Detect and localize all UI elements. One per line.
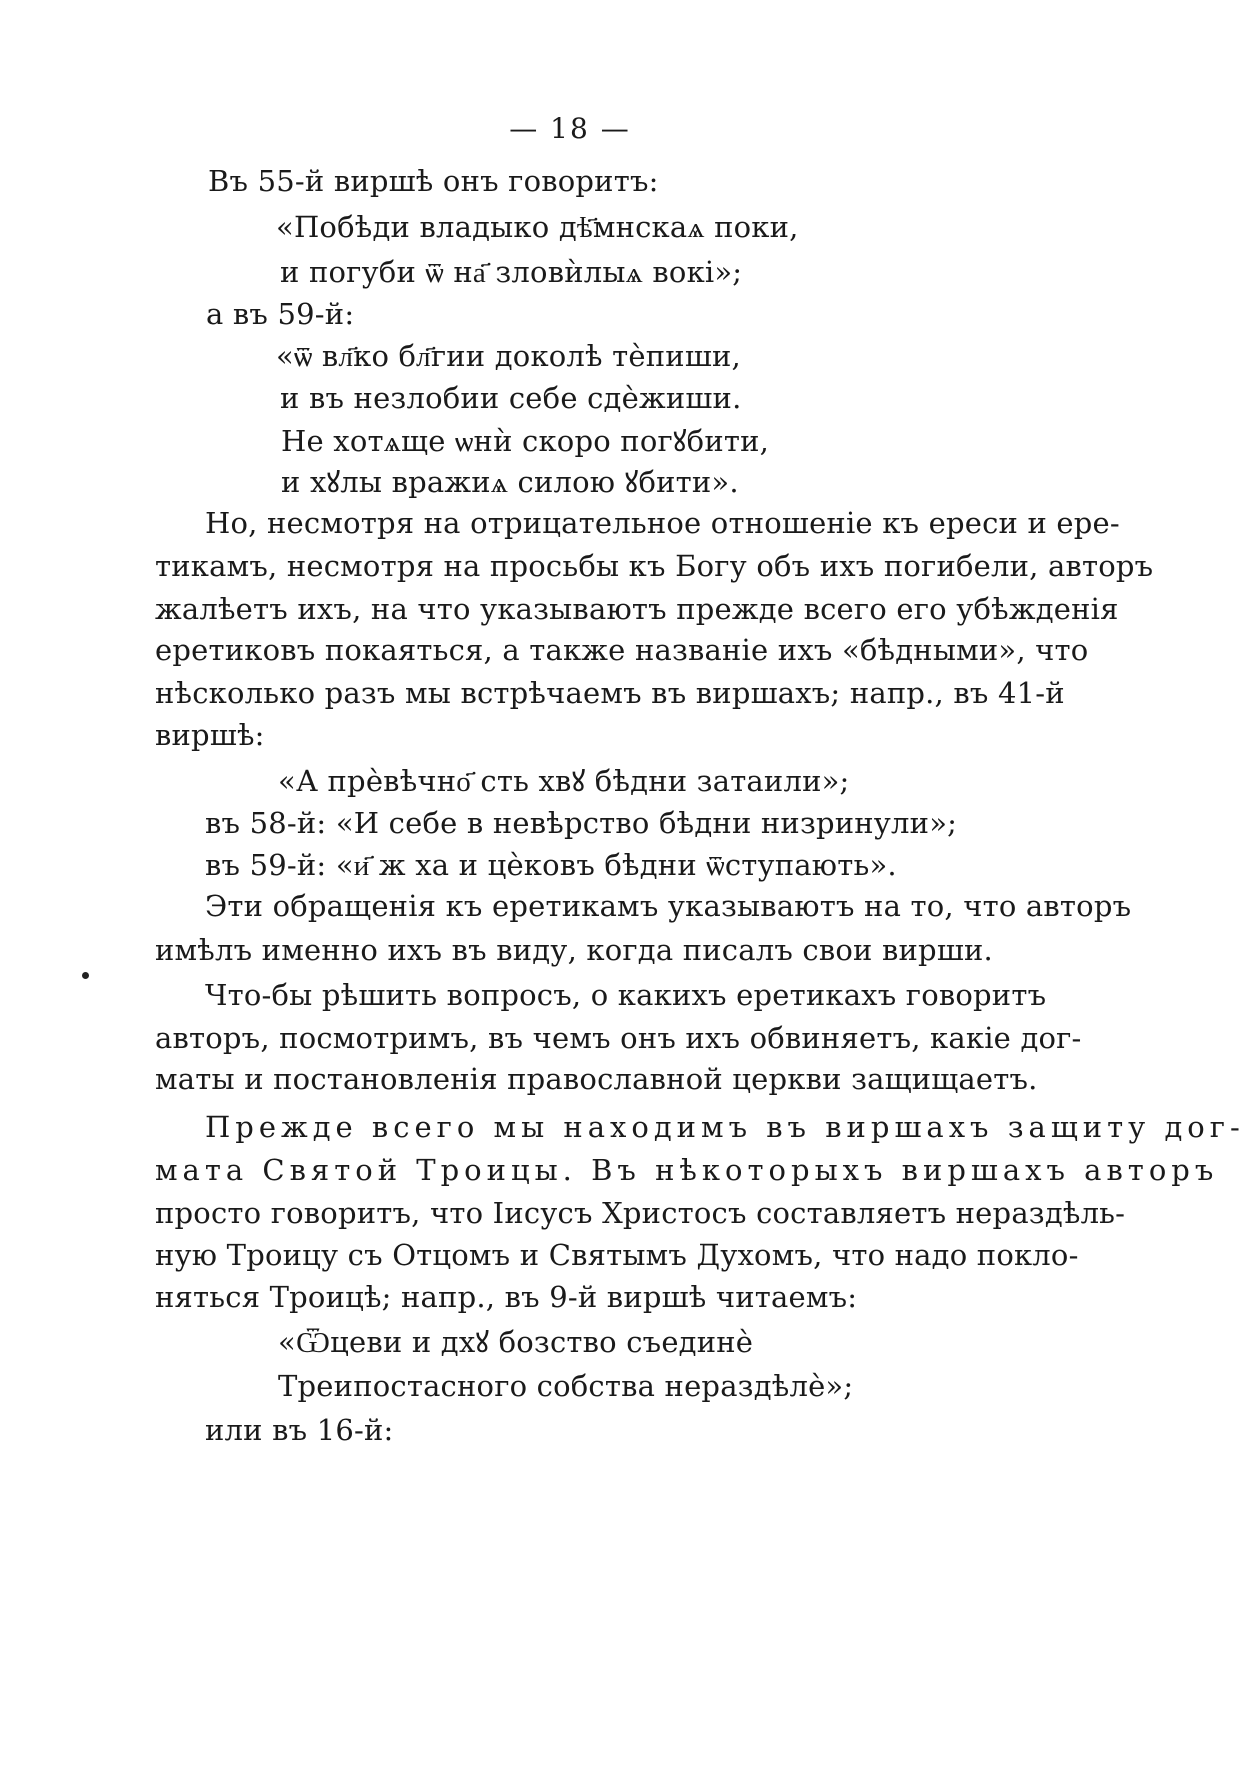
paragraph-line: жалѣетъ ихъ, на что указываютъ прежде всего его убѣжденiя	[155, 592, 1119, 626]
text-line: или въ 16-й:	[205, 1413, 394, 1447]
paragraph-line: авторъ, посмотримъ, въ чемъ онъ ихъ обвиняетъ, какiе дог-	[155, 1021, 1082, 1055]
paragraph-line: имѣлъ именно ихъ въ виду, когда писалъ свои вирши.	[155, 933, 993, 967]
verse-line: «ѿ вл҃ко бл҃гии доколѣ тѐпиши,	[276, 339, 741, 373]
verse-line: и погуби ѿ на҃ зловѝлыѧ вокі»;	[280, 255, 743, 289]
paragraph-line: нѣсколько разъ мы встрѣчаемъ въ виршахъ; напр., въ 41-й	[155, 676, 1065, 710]
quote-line: «А прѐвѣчно҃ сть хвꙋ бѣдни затаили»;	[278, 764, 850, 798]
paragraph-line: еретиковъ покаяться, а также названiе ихъ «бѣдными», что	[155, 633, 1089, 667]
verse-line: «Ѿцеви и дхꙋ бозство съединѐ	[278, 1325, 754, 1359]
paragraph-line: просто говоритъ, что Iисусъ Христосъ составляетъ нераздѣль-	[155, 1196, 1126, 1230]
paragraph-line: маты и постановленiя православной церкви защищаетъ.	[155, 1062, 1038, 1096]
paragraph-line: ную Троицу съ Отцомъ и Святымъ Духомъ, что надо покло-	[155, 1238, 1079, 1272]
paragraph-line: Что-бы рѣшить вопросъ, о какихъ еретикахъ говоритъ	[205, 978, 1047, 1012]
paragraph-line: Прежде всего мы находимъ въ виршахъ защиту дог-	[205, 1110, 1245, 1144]
verse-line: Не хотѧще ѡнѝ скоро погꙋбити,	[281, 424, 770, 458]
text-line: Въ 55-й виршѣ онъ говоритъ:	[208, 164, 659, 198]
paragraph-line: тикамъ, несмотря на просьбы къ Богу объ ихъ погибели, авторъ	[155, 549, 1154, 583]
ink-speck	[82, 972, 89, 979]
paragraph-line: мата Святой Троицы. Въ нѣкоторыхъ виршахъ авторъ	[155, 1153, 1219, 1187]
paragraph-line: Эти обращенiя къ еретикамъ указываютъ на то, что авторъ	[205, 889, 1132, 923]
paragraph-line: няться Троицѣ; напр., въ 9-й виршѣ читаемъ:	[155, 1280, 858, 1314]
quote-line: въ 59-й: «и҃ ж ха и цѐковъ бѣдни ѿступають».	[205, 848, 897, 882]
verse-line: и въ незлобии себе сдѐжиши.	[280, 381, 742, 415]
page-number: — 18 —	[509, 112, 631, 145]
text-line: а въ 59-й:	[206, 297, 355, 331]
paragraph-line: виршѣ:	[155, 718, 265, 752]
verse-line: и хꙋлы вражиѧ силою ꙋбити».	[281, 465, 739, 499]
quote-line: въ 58-й: «И себе в невѣрство бѣдни низринули»;	[205, 806, 958, 840]
verse-line: Треипостасного собства нераздѣлѐ»;	[278, 1369, 854, 1403]
verse-line: «Побѣди владыко дѣ҃мнскаѧ поки,	[276, 210, 799, 244]
paragraph-line: Но, несмотря на отрицательное отношенiе къ ереси и ере-	[205, 506, 1120, 540]
